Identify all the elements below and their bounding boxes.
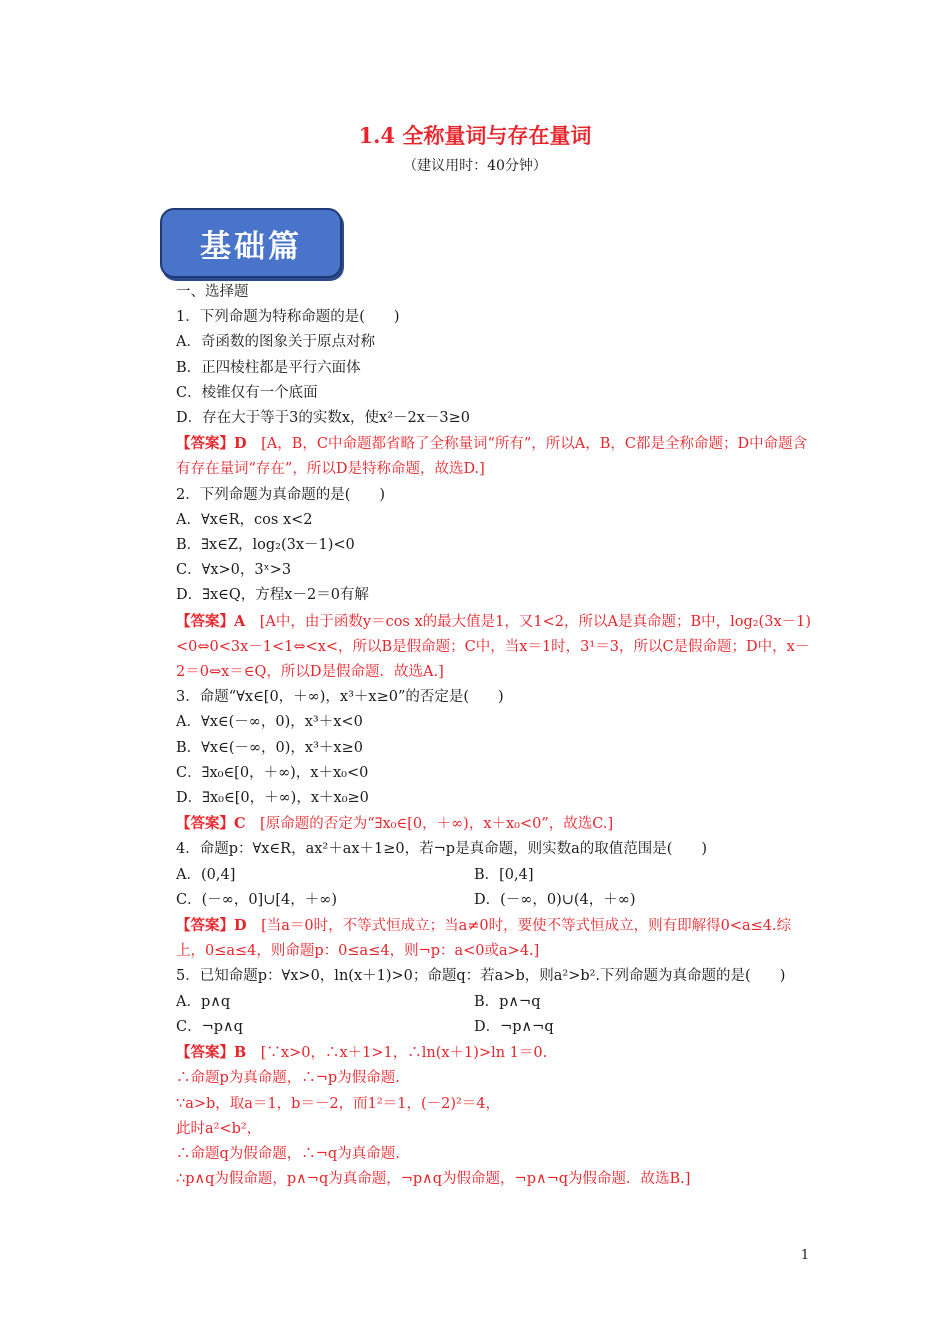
answer-label: 【答案】D xyxy=(176,917,247,935)
page-title: 1.4 全称量词与存在量词 xyxy=(358,123,592,148)
option: C．¬p∧q xyxy=(176,1018,243,1035)
option-row xyxy=(145,888,813,913)
answer-line: ∴p∧q为假命题，p∧¬q为真命题，¬p∧q为假命题，¬p∧¬q为假命题．故选B.] xyxy=(176,1171,691,1188)
answer-explanation: [原命题的否定为“∃x₀∈[0，＋∞)，x＋x₀<0”，故选C.] xyxy=(245,816,614,833)
option: D．(－∞，0)∪(4，＋∞) xyxy=(474,891,636,908)
question-stem-3: 3．命题“∀x∈[0，＋∞)，x³＋x≥0”的否定是( ) xyxy=(176,689,504,706)
option: B．正四棱柱都是平行六面体 xyxy=(176,359,361,376)
option: D．∃x₀∈[0，＋∞)，x＋x₀≥0 xyxy=(176,790,369,807)
option: A．∀x∈R，cos x<2 xyxy=(176,511,313,528)
question-list xyxy=(145,280,813,1192)
option-row xyxy=(145,990,813,1015)
answer-line: ∴命题p为真命题，∴¬p为假命题. xyxy=(176,1070,400,1087)
section-badge: 基础篇 xyxy=(160,208,342,278)
answer-line: ∵a>b，取a＝1，b＝－2，而1²＝1，(－2)²＝4， xyxy=(176,1095,501,1112)
option: B．[0,4] xyxy=(474,866,534,883)
option: B．p∧¬q xyxy=(474,993,541,1010)
option: C．∀x>0，3ˣ>3 xyxy=(176,562,292,579)
answer-label: 【答案】C xyxy=(176,815,246,833)
option-row xyxy=(145,863,813,888)
answer-label: 【答案】B xyxy=(176,1044,247,1062)
answer-explanation: [当a＝0时，不等式恒成立；当a≠0时，要使不等式恒成立，则有即解得0<a≤4.综上，0≤a≤4，则命题p：0≤a≤4，则¬p：a<0或a>4.] xyxy=(176,918,792,960)
option: C．∃x₀∈[0，＋∞)，x＋x₀<0 xyxy=(176,764,369,781)
answer-label: 【答案】A xyxy=(176,612,246,630)
page-number: 1 xyxy=(800,1248,810,1263)
answer-3 xyxy=(145,811,813,837)
answer-2 xyxy=(145,609,813,686)
answer-line: ∴命题q为假命题，∴¬q为真命题. xyxy=(176,1145,400,1162)
option: A．∀x∈(－∞，0)，x³＋x<0 xyxy=(176,714,363,731)
answer-explanation: [A，B，C中命题都省略了全称量词“所有”，所以A，B，C都是全称命题；D中命题含有存在量词“存在”，所以D是特称命题，故选D.] xyxy=(176,436,808,478)
question-stem-5: 5．已知命题p：∀x>0，ln(x＋1)>0；命题q：若a>b，则a²>b².下列命题为真命题的是( ) xyxy=(176,968,786,985)
option: C．(－∞，0]∪[4，＋∞) xyxy=(176,891,337,908)
option: D．¬p∧¬q xyxy=(474,1018,554,1035)
answer-4 xyxy=(145,913,813,964)
answer-explanation: [A中，由于函数y＝cos x的最大值是1，又1<2，所以A是真命题；B中，log₂(3x－1)<0⇔0<3x－1<1⇔<x<，所以B是假命题；C中，当x＝1时，3¹＝3，所以C是假命题；D中，x－2＝0⇔x＝∈Q，所以D是假命题．故选A.] xyxy=(176,613,812,681)
answer-explanation: [∵x>0，∴x＋1>1，∴ln(x＋1)>ln 1＝0. xyxy=(246,1045,548,1062)
option: C．棱锥仅有一个底面 xyxy=(176,384,318,401)
option: D．∃x∈Q，方程x－2＝0有解 xyxy=(176,587,369,604)
option-row xyxy=(145,1015,813,1040)
question-stem-2: 2．下列命题为真命题的是( ) xyxy=(176,486,386,503)
option: D．存在大于等于3的实数x，使x²－2x－3≥0 xyxy=(176,410,471,427)
answer-1 xyxy=(145,431,813,482)
option: A．(0,4] xyxy=(176,866,236,883)
answer-5 xyxy=(145,1040,813,1066)
answer-label: 【答案】D xyxy=(176,435,247,453)
option: B．∀x∈(－∞，0)，x³＋x≥0 xyxy=(176,739,363,756)
question-stem-4: 4．命题p：∀x∈R，ax²＋ax＋1≥0，若¬p是真命题，则实数a的取值范围是( ) xyxy=(176,841,708,858)
answer-line: 此时a²<b²， xyxy=(176,1120,262,1137)
option: A．奇函数的图象关于原点对称 xyxy=(176,334,375,351)
part-heading: 一、选择题 xyxy=(176,284,249,300)
time-suggestion: （建议用时：40分钟） xyxy=(403,158,547,174)
option: A．p∧q xyxy=(176,993,231,1010)
question-stem-1: 1．下列命题为特称命题的是( ) xyxy=(176,309,400,326)
option: B．∃x∈Z，log₂(3x－1)<0 xyxy=(176,537,355,554)
